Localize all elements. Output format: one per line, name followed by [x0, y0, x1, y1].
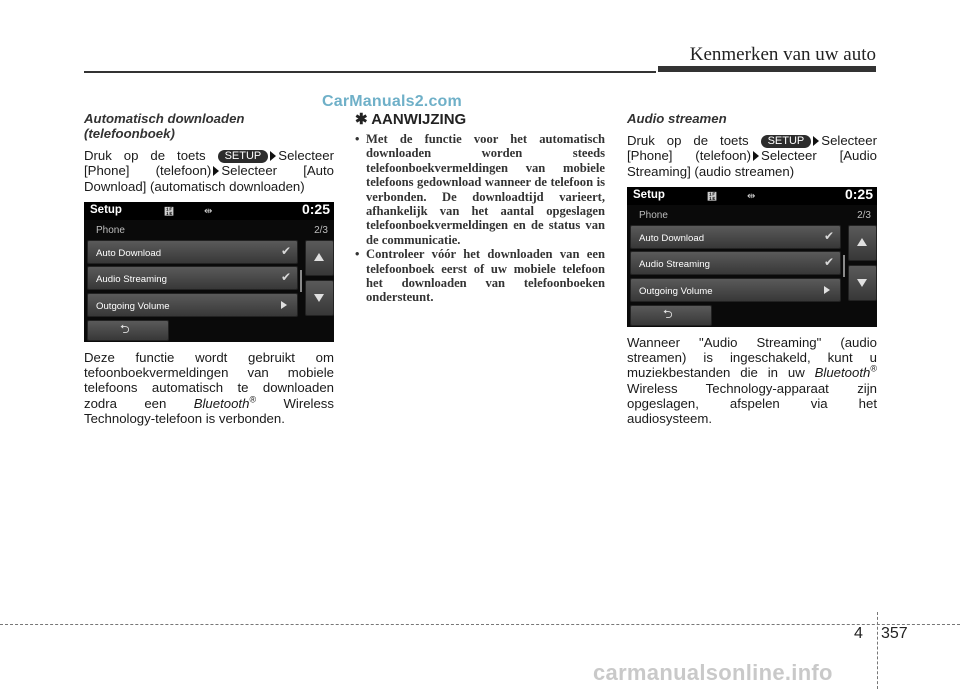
running-header-title: Kenmerken van uw auto — [689, 44, 876, 65]
footer-rule — [0, 624, 960, 625]
step-text: Druk op de toets — [627, 133, 749, 148]
scroll-indicator — [300, 270, 302, 292]
arrow-right-icon — [753, 151, 759, 161]
menu-item-label: Auto Download — [96, 247, 162, 259]
step-text: Selecteer [Phone] (telefoon) — [84, 148, 334, 179]
menu-item-label: Audio Streaming — [96, 273, 167, 285]
notice-item: • Met de functie voor het automatisch downloaden worden steeds telefoonboekvermeldingen van mobiele telefoons gedownload wanneer de telefoon is verbonden. De downloadtijd varieert, afhankelijk van het aantal opgeslagen telefoonboekvermeldingen en de status van de communicatie. — [355, 132, 605, 247]
notice-heading — [355, 111, 605, 128]
back-arrow-icon: ⮌ — [120, 321, 130, 336]
step-text: Selecteer [Phone] (telefoon) — [627, 133, 877, 164]
column-notice — [355, 111, 605, 305]
bluetooth-trademark: Bluetooth — [193, 395, 250, 411]
triangle-up-icon — [857, 238, 867, 246]
screen-clock: 0:25 — [301, 201, 330, 217]
usb-icon: ⇹ — [747, 190, 756, 202]
scroll-up-button[interactable] — [848, 225, 877, 261]
bluetooth-trademark: Bluetooth — [814, 365, 871, 381]
menu-item-auto-download[interactable] — [87, 240, 298, 264]
screen-page-indicator: 2/3 — [314, 224, 328, 236]
check-icon: ✔ — [280, 243, 291, 258]
bluetooth-icon: ἞ — [164, 206, 174, 218]
instruction-auto-download — [84, 148, 334, 194]
notice-item: • Controleer vóór het downloaden van een telefoonboek eerst of uw mobiele telefoon het downloaden van telefoonboeken ondersteunt. — [355, 247, 605, 305]
scroll-up-button[interactable] — [305, 240, 334, 276]
setup-phone-screen — [627, 187, 877, 327]
menu-item-audio-streaming[interactable] — [630, 251, 841, 275]
body-text: Deze functie wordt gebruikt om tefoonboekvermeldingen van mobiele telefoons automatisch te downloaden zodra een — [84, 349, 334, 411]
chevron-right-icon — [281, 301, 287, 309]
notice-list — [355, 132, 605, 305]
step-text: Selecteer [Auto Download] (automatisch downloaden) — [84, 163, 335, 194]
heading-line: Automatisch downloaden — [84, 111, 245, 126]
watermark-bottom[interactable]: carmanualsonline.info — [593, 660, 833, 685]
screen-clock: 0:25 — [844, 186, 873, 202]
check-icon: ✔ — [280, 269, 291, 284]
body-text: Wireless Technology-telefoon is verbonden. — [84, 395, 334, 427]
column-audio-streaming — [627, 111, 877, 427]
screen-subtitle: Phone — [96, 224, 125, 236]
step-text: Druk op de toets — [84, 148, 206, 163]
menu-item-outgoing-volume[interactable] — [87, 293, 298, 317]
setup-key-chip: SETUP — [761, 135, 812, 148]
body-auto-download — [84, 350, 334, 426]
notice-title-text: AANWIJZING — [371, 111, 467, 128]
chapter-number: 4 — [854, 625, 863, 642]
body-text: Wanneer "Audio Streaming" (audio streamen) is ingeschakeld, kunt u muziekbestanden die in uw — [627, 334, 877, 381]
menu-item-label: Audio Streaming — [639, 258, 710, 270]
menu-item-label: Outgoing Volume — [639, 285, 713, 297]
column-auto-download — [84, 111, 334, 426]
check-icon: ✔ — [823, 254, 834, 269]
body-text: Wireless Technology-apparaat zijn opgeslagen, afspelen via het audiosysteem. — [627, 380, 877, 427]
triangle-down-icon — [857, 279, 867, 287]
scroll-indicator — [843, 255, 845, 277]
setup-key-chip: SETUP — [218, 150, 269, 163]
scroll-down-button[interactable] — [305, 280, 334, 316]
page-number: 357 — [881, 625, 908, 642]
screen-title: Setup — [633, 188, 665, 201]
section-heading-audio-streaming: Audio streamen — [627, 111, 727, 126]
header-rule — [84, 71, 656, 73]
triangle-up-icon — [314, 253, 324, 261]
check-icon: ✔ — [823, 228, 834, 243]
menu-item-audio-streaming[interactable] — [87, 266, 298, 290]
menu-item-label: Outgoing Volume — [96, 300, 170, 312]
step-text: Selecteer [Audio Streaming] (audio streamen) — [627, 148, 877, 179]
back-arrow-icon: ⮌ — [663, 306, 673, 321]
body-audio-streaming — [627, 335, 877, 427]
menu-item-outgoing-volume[interactable] — [630, 278, 841, 302]
heading-line: (telefoonboek) — [84, 126, 175, 141]
screen-title: Setup — [90, 203, 122, 216]
screen-subtitle: Phone — [639, 209, 668, 221]
section-heading-auto-download — [84, 111, 334, 141]
menu-item-label: Auto Download — [639, 232, 705, 244]
header-rule-thick — [658, 66, 876, 72]
menu-item-auto-download[interactable] — [630, 225, 841, 249]
bluetooth-icon: ἞ — [707, 191, 717, 203]
instruction-audio-streaming — [627, 133, 877, 179]
asterisk-icon: ✱ — [355, 111, 368, 128]
arrow-right-icon — [270, 151, 276, 161]
back-button[interactable] — [630, 305, 712, 326]
screen-page-indicator: 2/3 — [857, 209, 871, 221]
scroll-down-button[interactable] — [848, 265, 877, 301]
triangle-down-icon — [314, 294, 324, 302]
usb-icon: ⇹ — [204, 205, 213, 217]
back-button[interactable] — [87, 320, 169, 341]
footer-divider — [877, 612, 878, 689]
setup-phone-screen — [84, 202, 334, 342]
arrow-right-icon — [213, 166, 219, 176]
registered-mark: ® — [870, 364, 877, 375]
watermark-top[interactable]: CarManuals2.com — [322, 93, 462, 110]
chevron-right-icon — [824, 286, 830, 294]
registered-mark: ® — [249, 394, 257, 405]
arrow-right-icon — [813, 136, 819, 146]
